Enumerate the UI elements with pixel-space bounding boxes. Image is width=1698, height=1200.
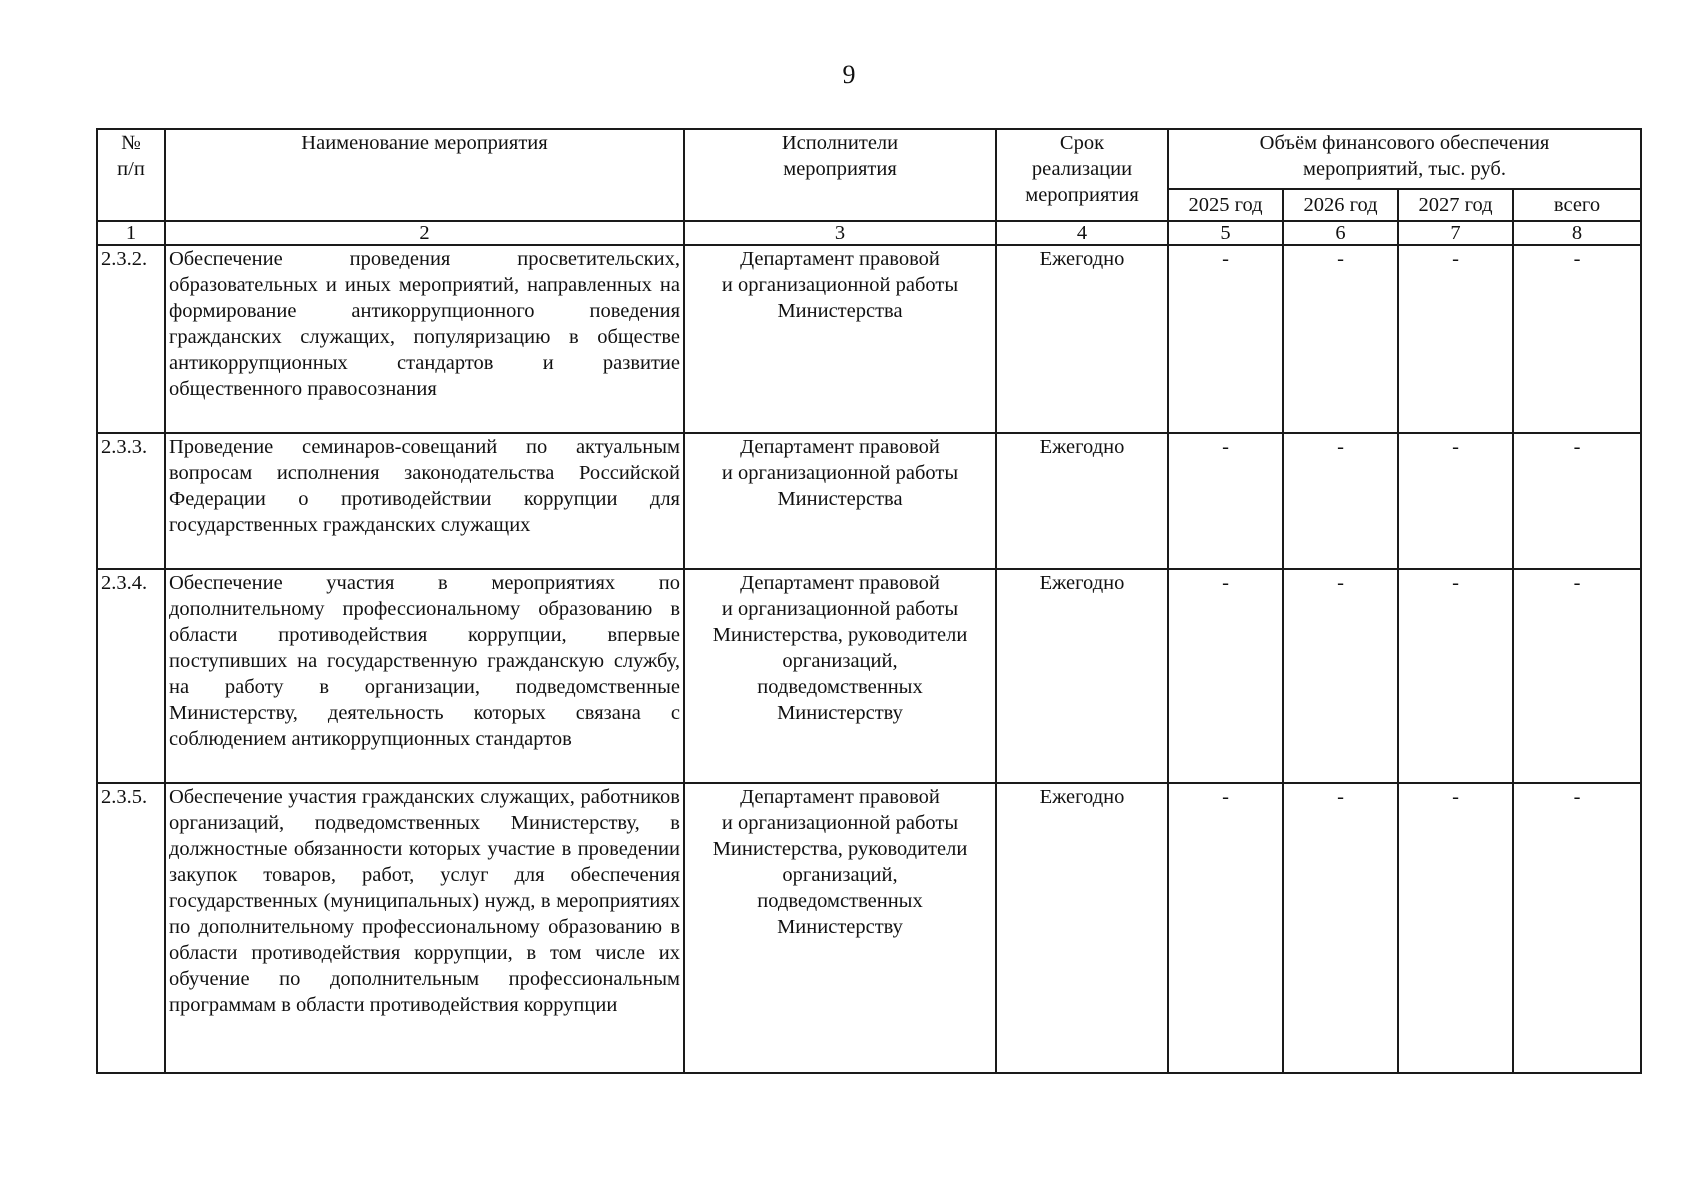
column-number: 2	[165, 221, 684, 245]
header-year-2026: 2026 год	[1283, 189, 1398, 221]
activity-term: Ежегодно	[996, 245, 1168, 433]
column-number: 8	[1513, 221, 1641, 245]
column-number: 1	[97, 221, 165, 245]
finance-2025: -	[1168, 433, 1283, 569]
table-row	[97, 569, 1641, 783]
finance-2027: -	[1398, 433, 1513, 569]
activity-executors: Департамент правовой и организационной работы Министерства	[684, 245, 996, 433]
table-row	[97, 245, 1641, 433]
activity-executors: Департамент правовой и организационной работы Министерства, руководители организаций, подведомственных Министерству	[684, 569, 996, 783]
header-term: Срок реализации мероприятия	[996, 129, 1168, 221]
column-number: 4	[996, 221, 1168, 245]
header-name: Наименование мероприятия	[165, 129, 684, 221]
row-number: 2.3.3.	[97, 433, 165, 569]
activities-table	[96, 128, 1642, 1074]
column-number: 5	[1168, 221, 1283, 245]
row-number: 2.3.2.	[97, 245, 165, 433]
header-executors: Исполнители мероприятия	[684, 129, 996, 221]
activity-name: Обеспечение участия в мероприятиях по дополнительному профессиональному образованию в области противодействия коррупции, впервые поступивших на государственную гражданскую службу, на работу в организации, подведомственные Министерству, деятельность которых связана с соблюдением антикоррупционных стандартов	[165, 569, 684, 783]
finance-2026: -	[1283, 783, 1398, 1073]
row-number: 2.3.4.	[97, 569, 165, 783]
table-row	[97, 433, 1641, 569]
finance-2025: -	[1168, 783, 1283, 1073]
activity-term: Ежегодно	[996, 569, 1168, 783]
finance-2026: -	[1283, 569, 1398, 783]
header-year-2025: 2025 год	[1168, 189, 1283, 221]
header-year-2027: 2027 год	[1398, 189, 1513, 221]
finance-2025: -	[1168, 569, 1283, 783]
table-row	[97, 783, 1641, 1073]
activity-name: Проведение семинаров-совещаний по актуальным вопросам исполнения законодательства Российской Федерации о противодействии коррупции для государственных гражданских служащих	[165, 433, 684, 569]
column-number: 7	[1398, 221, 1513, 245]
finance-total: -	[1513, 783, 1641, 1073]
header-finance: Объём финансового обеспечения мероприятий, тыс. руб.	[1168, 129, 1641, 189]
activity-term: Ежегодно	[996, 783, 1168, 1073]
column-number: 3	[684, 221, 996, 245]
header-num: № п/п	[97, 129, 165, 221]
column-number: 6	[1283, 221, 1398, 245]
header-total: всего	[1513, 189, 1641, 221]
activity-executors: Департамент правовой и организационной работы Министерства, руководители организаций, подведомственных Министерству	[684, 783, 996, 1073]
finance-total: -	[1513, 569, 1641, 783]
column-numbers-row	[97, 221, 1641, 245]
activity-executors: Департамент правовой и организационной работы Министерства	[684, 433, 996, 569]
row-number: 2.3.5.	[97, 783, 165, 1073]
finance-total: -	[1513, 433, 1641, 569]
activity-term: Ежегодно	[996, 433, 1168, 569]
finance-total: -	[1513, 245, 1641, 433]
finance-2025: -	[1168, 245, 1283, 433]
finance-2027: -	[1398, 245, 1513, 433]
page-number: 9	[842, 60, 856, 89]
finance-2026: -	[1283, 433, 1398, 569]
activity-name: Обеспечение участия гражданских служащих, работников организаций, подведомственных Министерству, в должностные обязанности которых участие в проведении закупок товаров, работ, услуг для обеспечения государственных (муниципальных) нужд, в мероприятиях по дополнительному профессиональному образованию в области противодействия коррупции, в том числе их обучение по дополнительным профессиональным программам в области противодействия коррупции	[165, 783, 684, 1073]
activity-name: Обеспечение проведения просветительских, образовательных и иных мероприятий, направленных на формирование антикоррупционного поведения гражданских служащих, популяризацию в обществе антикоррупционных стандартов и развитие общественного правосознания	[165, 245, 684, 433]
finance-2027: -	[1398, 783, 1513, 1073]
finance-2027: -	[1398, 569, 1513, 783]
finance-2026: -	[1283, 245, 1398, 433]
